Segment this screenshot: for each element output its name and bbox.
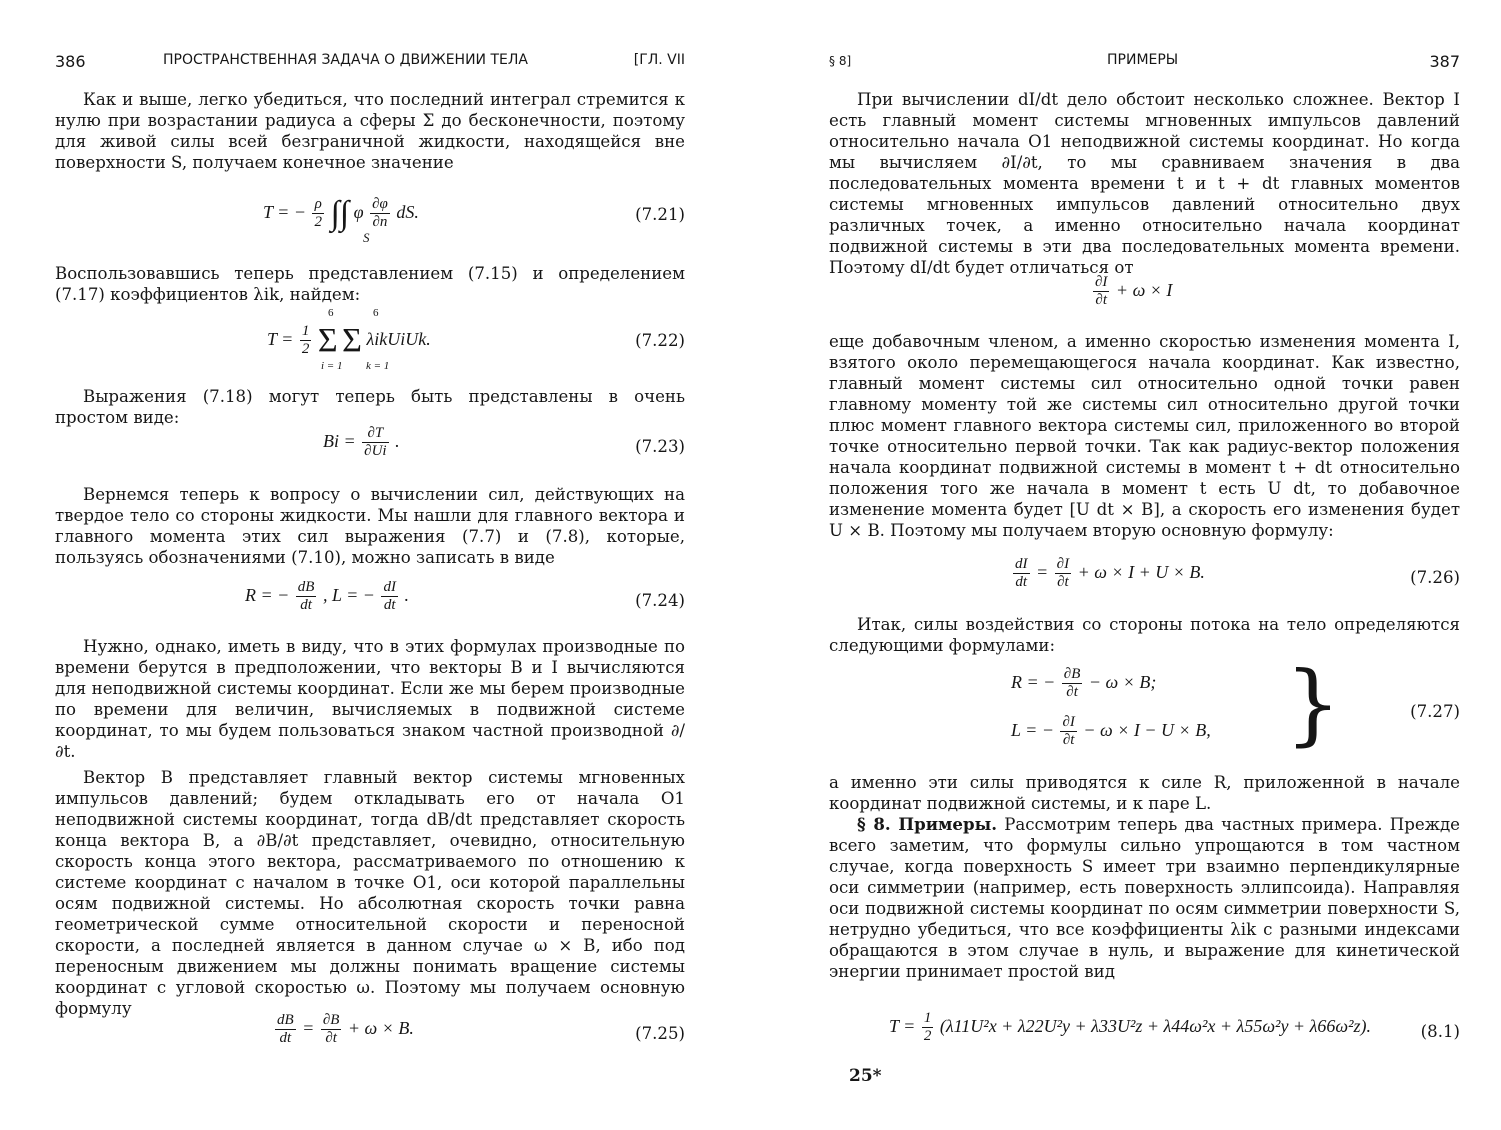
paragraph: Итак, силы воздействия со стороны потока на тело определяются следующими формулами:: [829, 615, 1460, 655]
equation-7-22: T = $\frac{1}{2}$ Σ Σ λikUiUk. 6 6 i = 1 k = 1 (7.22): [267, 307, 685, 372]
equation-7-24: R = − $\frac{dB}{dt}$ , L = − $\frac{dI}{dt}$ . (7.24): [245, 579, 685, 614]
page-header: [55, 52, 685, 74]
left-page: [55, 0, 685, 1130]
equation-7-25: $\frac{dB}{dt}$ = $\frac{\partial B}{\partial t}$ + ω × B. (7.25): [277, 1012, 685, 1047]
section-label: § 8]: [829, 54, 852, 68]
paragraph: Воспользовавшись теперь представлением (7.15) и определением (7.17) коэффициентов λik, найдем:: [55, 264, 685, 304]
signature-mark: 25*: [849, 1066, 882, 1086]
equation-number: (7.27): [1410, 702, 1460, 721]
paragraph: Вернемся теперь к вопросу о вычислении сил, действующих на твердое тело со стороны жидкости. Мы нашли для главного вектора и главного момента этих сил выражения (7.7) и (7.8), которые, пользуясь обозначениями (7.10), можно записать в виде: [55, 485, 685, 567]
right-page: [829, 0, 1460, 1130]
equation-number: (7.26): [1410, 568, 1460, 587]
equation-7-27: R = − $\frac{\partial B}{\partial t}$ − ω × B; L = − $\frac{\partial I}{\partial t}$ − ω × I − U × B, } (7.27): [1011, 652, 1460, 755]
equation-number: (7.25): [635, 1024, 685, 1043]
paragraph: При вычислении dI/dt дело обстоит несколько сложнее. Вектор I есть главный момент системы мгновенных импульсов давлений относительно начала O1 неподвижной системы координат. Но когда мы вычисляем ∂I/∂t, то мы сравниваем значения в два последовательных момента времени t и t + dt главных моментов системы мгновенных импульсов давлений относительно двух различных точек, а именно относительно начала координат подвижной системы в эти два последовательных момента времени. Поэтому dI/dt будет отличаться от: [829, 90, 1460, 277]
section-heading: § 8. Примеры.: [857, 814, 997, 834]
paragraph: Вектор B представляет главный вектор системы мгновенных импульсов давлений; будем откладывать его от начала O1 неподвижной системы координат, тогда dB/dt представляет скорость конца вектора B, а ∂B/∂t представляет, очевидно, относительную скорость конца этого вектора, рассматриваемого по отношению к системе координат с началом в точке O1, оси которой параллельны осям подвижной системы. Но абсолютная скорость точки равна геометрической сумме относительной скорости и переносной скорости, а последней является в данном случае ω × B, ибо под переносным движением мы должны понимать вращение системы координат с угловой скоростью ω. Поэтому мы получаем основную формулу: [55, 768, 685, 1018]
paragraph: Нужно, однако, иметь в виду, что в этих формулах производные по времени берутся в предположении, что векторы B и I вычисляются для неподвижной системы координат. Если же мы берем производные по времени для величин, вычисляемых в подвижной системе координат, то мы будем пользоваться знаком частной производной ∂/∂t.: [55, 637, 685, 761]
paragraph: еще добавочным членом, а именно скоростью изменения момента I, взятого около перемещающегося начала координат. Как известно, главный момент системы сил относительно одной точки равен главному моменту той же системы сил относительно другой точки плюс момент главного вектора системы сил, приложенного во второй точке относительно первой точки. Так как радиус-вектор положения начала координат подвижной системы в момент t + dt относительно положения того же начала в момент t есть U dt, то добавочное изменение момента будет [U dt × B], а скорость его изменения будет U × B. Поэтому мы получаем вторую основную формулу:: [829, 332, 1460, 540]
page-header: [829, 52, 1460, 74]
equation-8-1: T = $\frac{1}{2}$ (λ11U²x + λ22U²y + λ33U²z + λ44ω²x + λ55ω²y + λ66ω²z). (8.1): [889, 1010, 1460, 1045]
equation-number: (7.22): [635, 331, 685, 350]
equation-inline-display: $\frac{\partial I}{\partial t}$ + ω × I: [1095, 274, 1173, 309]
running-title: ПРОСТРАНСТВЕННАЯ ЗАДАЧА О ДВИЖЕНИИ ТЕЛА: [163, 52, 528, 68]
equation-7-26: $\frac{dI}{dt}$ = $\frac{\partial I}{\partial t}$ + ω × I + U × B. (7.26): [1015, 556, 1460, 591]
equation-number: (7.24): [635, 591, 685, 610]
paragraph: Выражения (7.18) могут теперь быть представлены в очень простом виде:: [55, 387, 685, 427]
section-paragraph: § 8. Примеры. Рассмотрим теперь два частных примера. Прежде всего заметим, что формулы сильно упрощаются в том частном случае, когда поверхность S имеет три взаимно перпендикулярные оси симметрии (например, есть поверхность эллипсоида). Направляя оси подвижной системы координат по осям симметрии поверхности S, нетрудно убедиться, что все коэффициенты λik с разными индексами обращаются в этом случае в нуль, и выражение для кинетической энергии принимает простой вид: [829, 814, 1460, 981]
equation-number: (7.23): [635, 437, 685, 456]
equation-7-21: T = − $\frac{\rho}{2}$ ∫∫ φ $\frac{\partial\varphi}{\partial n}$ dS. S (7.21): [263, 194, 685, 245]
page-number: 386: [55, 52, 86, 71]
paragraph: а именно эти силы приводятся к силе R, приложенной в начале координат подвижной системы, и к паре L.: [829, 773, 1460, 813]
chapter-label: [ГЛ. VII: [633, 52, 685, 68]
equation-number: (7.21): [635, 205, 685, 224]
paragraph: Как и выше, легко убедиться, что последний интеграл стремится к нулю при возрастании радиуса a сферы Σ до бесконечности, поэтому для живой силы всей безграничной жидкости, находящейся вне поверхности S, получаем конечное значение: [55, 90, 685, 172]
equation-number: (8.1): [1420, 1022, 1460, 1041]
page-number: 387: [1429, 52, 1460, 71]
running-title: ПРИМЕРЫ: [1107, 52, 1179, 68]
equation-7-23: Bi = $\frac{\partial T}{\partial Ui}$ . (7.23): [323, 425, 685, 460]
